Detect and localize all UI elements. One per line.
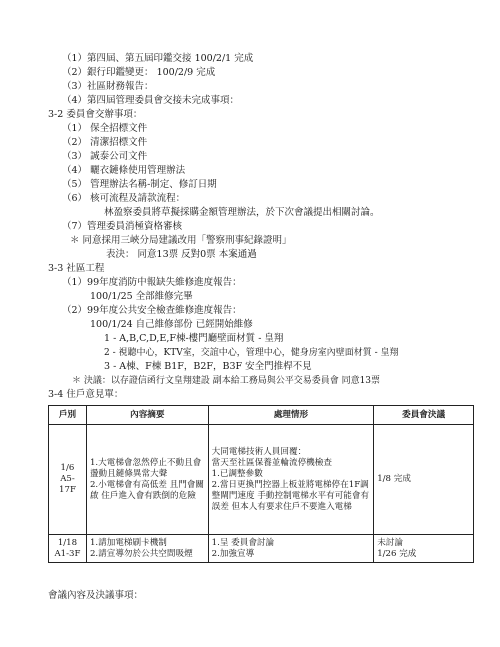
list-item: （2） 清潔招標文件	[62, 137, 148, 148]
resolution-note: ＊ 同意採用三峽分局建議改用「警察刑事紀錄證明」	[70, 235, 292, 246]
list-item: （2）99年度公共安全檢查維修進度報告：	[62, 305, 242, 316]
cell-decision: 未討論 1/26 完成	[374, 535, 474, 563]
meeting-footer: 會議內容及決議事項：	[48, 590, 144, 601]
item-finance-report: （3）社區財務報告：	[62, 81, 154, 92]
cell-decision: 1/8 完成	[374, 425, 474, 535]
section-3-2-heading: 3-2 委員會交辦事項：	[48, 109, 143, 120]
col-header-decision: 委員會決議	[374, 406, 474, 425]
list-item-note: 林盈察委員將草擬採購金額管理辦法，於下次會議提出相關討論。	[104, 207, 380, 218]
list-item: （7）管理委員消極資格審核	[62, 221, 183, 232]
list-item: （4） 曬衣鏈條使用管理辦法	[62, 165, 186, 176]
table-header-row	[49, 406, 474, 425]
col-header-summary: 內容摘要	[86, 406, 208, 425]
list-item-note: 100/1/24 自己維修部份 已經開始維修	[90, 319, 253, 330]
item-unfinished-handover: （4）第四屆管理委員會交接未完成事項：	[62, 95, 240, 106]
section-3-4-heading: 3-4 住戶意見單：	[48, 389, 124, 400]
col-header-unit: 戶別	[49, 406, 87, 425]
list-item: （5） 管理辦法名稱-制定、修訂日期	[62, 179, 217, 190]
table-row	[49, 425, 474, 535]
list-item: （6） 核可流程及請款流程：	[62, 193, 186, 204]
cell-handling: 1.呈 委員會討論 2.加強宣導	[208, 535, 374, 563]
resident-opinion-table	[48, 405, 474, 563]
cell-handling: 大同電梯技術人員回覆： 當天至社區保養並輪流停機檢查 1.已調整參數 2.當日更換門控器上板並將電梯停在1F調整閘門速度 手動控制電梯水平有可能會有誤差 但本人有要求住戶不要進入電梯	[208, 425, 374, 535]
vote-result: 表決： 同意13票 反對0票 本案通過	[106, 249, 257, 260]
list-item-note: 3 - A棟、F棟 B1F，B2F，B3F 安全門推桿不見	[104, 361, 312, 372]
col-header-handling: 處理情形	[208, 406, 374, 425]
section-3-3-heading: 3-3 社區工程	[48, 263, 105, 274]
list-item: （1）99年度消防中報缺失維修進度報告：	[62, 277, 242, 288]
cell-summary: 1.請加電梯刷卡機制 2.請宣導勿於公共空間吸煙	[86, 535, 208, 563]
item-seal-handover: （1）第四屆、第五屆印鑑交接 100/2/1 完成	[62, 53, 254, 64]
list-item: （3） 誠泰公司文件	[62, 151, 148, 162]
list-item: （1） 保全招標文件	[62, 123, 148, 134]
list-item-note: 100/1/25 全部維修完畢	[90, 291, 193, 302]
resolution-note: ＊ 決議：以存證信函行文皇翔建設 副本給工務局與公平交易委員會 同意13票	[72, 376, 381, 386]
list-item-note: 2 - 視聽中心，KTV室，交誼中心，管理中心，健身房室內壁面材質 - 皇翔	[104, 348, 399, 358]
cell-unit: 1/6 A5-17F	[49, 425, 87, 535]
table-row	[49, 535, 474, 563]
cell-summary: 1.大電梯會忽然停止不動且會盪動且鏈條異常大聲 2.小電梯會有高低差 且門會關啟 住戶進入會有跌倒的危險	[86, 425, 208, 535]
list-item-note: 1 - A,B,C,D,E,F棟-樓門廳壁面材質 - 皇翔	[104, 333, 284, 344]
item-bank-seal: （2）銀行印鑑變更： 100/2/9 完成	[62, 67, 216, 78]
cell-unit: 1/18 A1-3F	[49, 535, 87, 563]
